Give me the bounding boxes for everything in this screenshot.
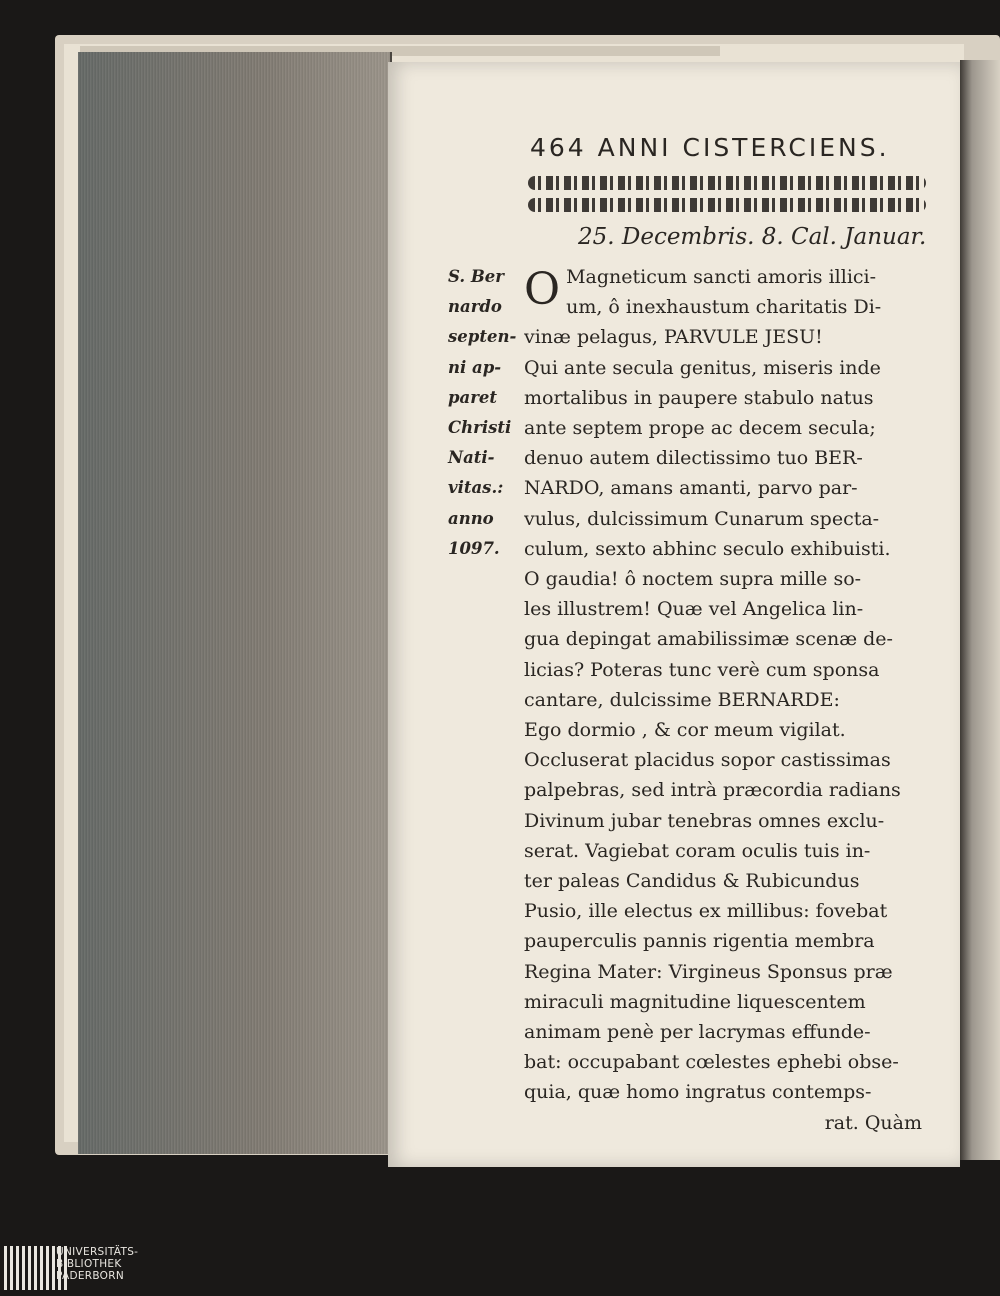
dateline: 25. Decembris. 8. Cal. Januar. xyxy=(578,224,927,250)
text-line: serat. Vagiebat coram oculis tuis in- xyxy=(524,839,871,862)
marginal-line: S. Ber xyxy=(448,267,504,286)
text-line: les illustrem! Quæ vel Angelica lin- xyxy=(524,598,864,621)
marginal-line: nardo xyxy=(448,297,502,317)
text-line: vinæ pelagus, PARVULE JESU! xyxy=(524,326,823,349)
marginal-line: 1097. xyxy=(448,538,500,558)
text-line: Occluserat placidus sopor castissimas xyxy=(524,749,891,772)
text-line: O gaudia! ô noctem supra mille so- xyxy=(524,568,862,591)
text-line: NARDO, amans amanti, parvo par- xyxy=(524,477,858,500)
text-line: palpebras, sed intrà præcordia radians xyxy=(524,779,901,802)
text-line: Divinum jubar tenebras omnes exclu- xyxy=(524,809,885,832)
logo-line: UNIVERSITÄTS- xyxy=(56,1246,139,1258)
text-line: Ego dormio , & cor meum vigilat. xyxy=(524,719,846,742)
running-header: 464 ANNI CISTERCIENS. xyxy=(530,133,890,162)
text-line: ter paleas Candidus & Rubicundus xyxy=(524,870,860,893)
text-line: cantare, dulcissime BERNARDE: xyxy=(524,688,840,711)
marginal-line: anno xyxy=(448,508,494,528)
text-line: Qui ante secula genitus, miseris inde xyxy=(524,356,881,379)
text-line: Pusio, ille electus ex millibus: fovebat xyxy=(524,900,888,923)
text-line: bat: occupabant cœlestes ephebi obse- xyxy=(524,1051,899,1074)
library-logo-text xyxy=(56,1247,138,1282)
text-line: gua depingat amabilissimæ scenæ de- xyxy=(524,628,893,651)
drop-cap: O xyxy=(524,264,561,315)
marginal-line: Nati- xyxy=(448,448,495,468)
text-line: animam penè per lacrymas effunde- xyxy=(524,1021,871,1044)
gutter-next-page xyxy=(960,60,1000,1160)
ornament-band xyxy=(528,176,926,190)
marginal-note xyxy=(448,262,522,564)
text-line: vulus, dulcissimum Cunarum specta- xyxy=(524,507,880,530)
text-line: pauperculis pannis rigentia membra xyxy=(524,930,875,953)
marginal-line: paret xyxy=(448,387,498,407)
text-line: Regina Mater: Virgineus Sponsus præ xyxy=(524,960,893,983)
text-line: mortalibus in paupere stabulo natus xyxy=(524,386,874,409)
text-line: ante septem prope ac decem secula; xyxy=(524,417,876,440)
text-line: licias? Poteras tunc verè cum sponsa xyxy=(524,658,880,681)
page-block-edge xyxy=(78,52,392,1154)
marginal-line: Christi xyxy=(448,418,512,438)
text-line: Magneticum sancti amoris illici- xyxy=(566,266,877,288)
marginal-line: ni ap- xyxy=(448,357,502,377)
logo-line: PADERBORN xyxy=(56,1269,124,1282)
marginal-line: septen- xyxy=(448,327,517,347)
text-line: miraculi magnitudine liquescentem xyxy=(524,990,866,1013)
catchword-line: rat. Quàm xyxy=(824,1111,922,1134)
marginal-line: vitas.: xyxy=(448,478,504,498)
body-text xyxy=(524,262,940,1138)
logo-line: BIBLIOTHEK xyxy=(56,1257,122,1270)
text-line: culum, sexto abhinc seculo exhibuisti. xyxy=(524,537,891,560)
text-line: quia, quæ homo ingratus contemps- xyxy=(524,1081,872,1104)
text-line: um, ô inexhaustum charitatis Di- xyxy=(566,296,882,319)
ornament-band xyxy=(528,198,926,212)
text-line: denuo autem dilectissimo tuo BER- xyxy=(524,447,863,470)
footer-bar xyxy=(0,1240,1000,1296)
